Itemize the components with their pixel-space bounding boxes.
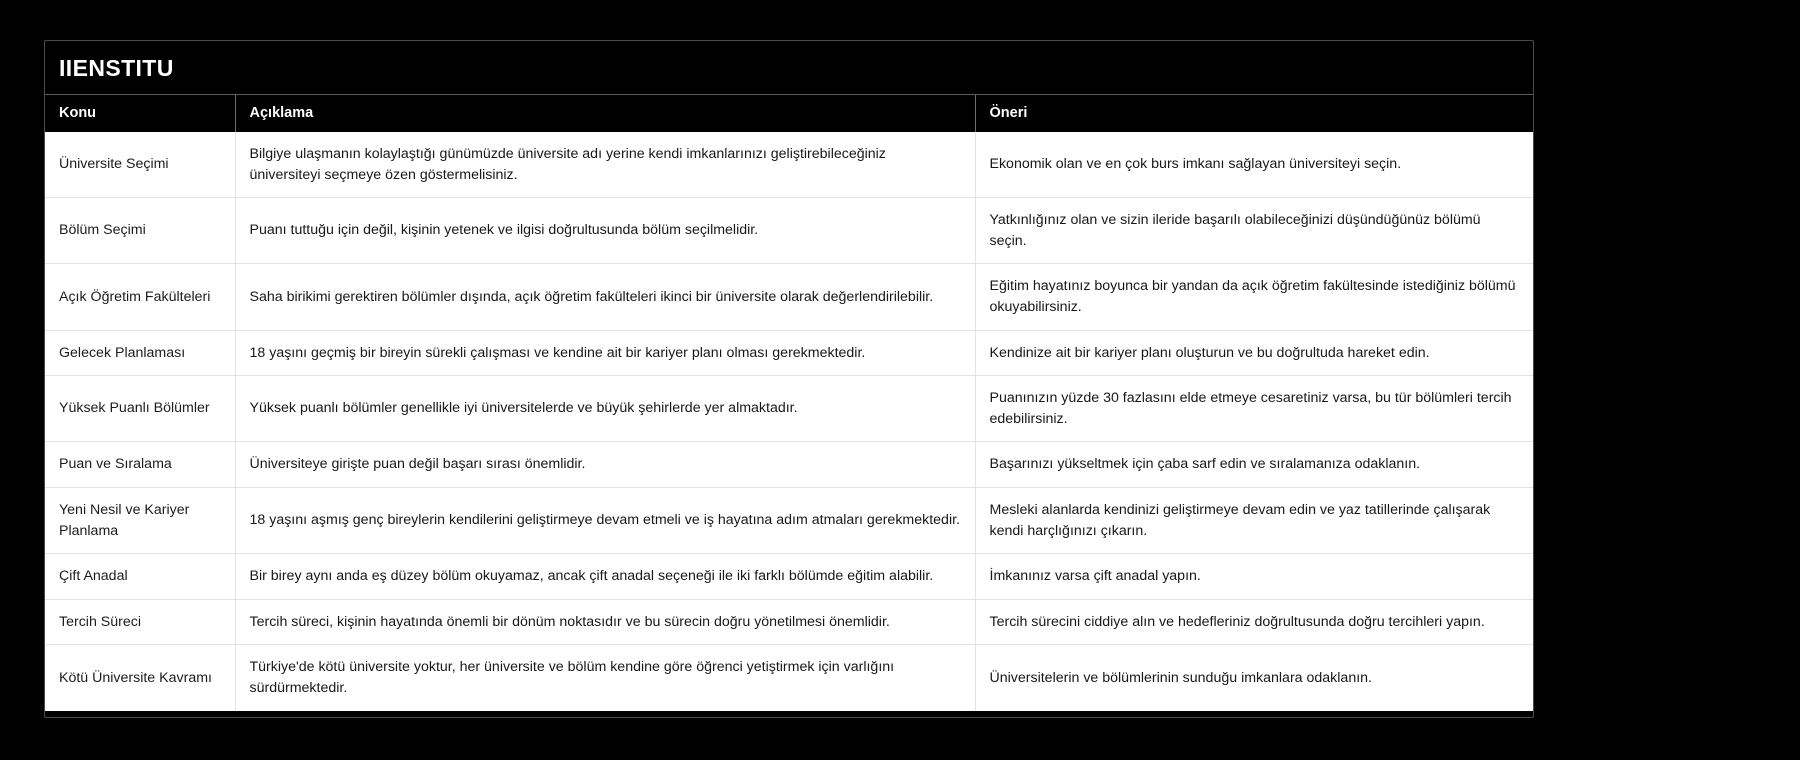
cell-konu: Gelecek Planlaması xyxy=(45,330,235,376)
cell-aciklama: Puanı tuttuğu için değil, kişinin yetenek ve ilgisi doğrultusunda bölüm seçilmelidir. xyxy=(235,198,975,264)
cell-oneri: Eğitim hayatınız boyunca bir yandan da açık öğretim fakültesinde istediğiniz bölümü okuyabilirsiniz. xyxy=(975,264,1533,330)
cell-aciklama: Bir birey aynı anda eş düzey bölüm okuyamaz, ancak çift anadal seçeneği ile iki farklı bölümde eğitim alabilir. xyxy=(235,554,975,600)
table-row xyxy=(45,132,1533,198)
cell-oneri: Kendinize ait bir kariyer planı oluşturun ve bu doğrultuda hareket edin. xyxy=(975,330,1533,376)
table-row xyxy=(45,330,1533,376)
cell-aciklama: Bilgiye ulaşmanın kolaylaştığı günümüzde üniversite adı yerine kendi imkanlarınızı geliştirebileceğiniz üniversiteyi seçmeye özen göstermelisiniz. xyxy=(235,132,975,198)
cell-konu: Üniversite Seçimi xyxy=(45,132,235,198)
cell-konu: Açık Öğretim Fakülteleri xyxy=(45,264,235,330)
cell-konu: Yeni Nesil ve Kariyer Planlama xyxy=(45,487,235,553)
cell-oneri: Yatkınlığınız olan ve sizin ileride başarılı olabileceğinizi düşündüğünüz bölümü seçin. xyxy=(975,198,1533,264)
info-card xyxy=(44,40,1534,718)
table-row xyxy=(45,487,1533,553)
cell-konu: Puan ve Sıralama xyxy=(45,442,235,488)
cell-oneri: Puanınızın yüzde 30 fazlasını elde etmeye cesaretiniz varsa, bu tür bölümleri tercih edebilirsiniz. xyxy=(975,376,1533,442)
cell-aciklama: Türkiye'de kötü üniversite yoktur, her üniversite ve bölüm kendine göre öğrenci yetiştirmek için varlığını sürdürmektedir. xyxy=(235,645,975,711)
column-header-konu: Konu xyxy=(45,95,235,132)
card-bottom-strip xyxy=(45,711,1533,717)
table-row xyxy=(45,264,1533,330)
cell-oneri: Üniversitelerin ve bölümlerinin sunduğu imkanlara odaklanın. xyxy=(989,669,1372,686)
brand-title: IIENSTITU xyxy=(59,55,174,81)
table-body xyxy=(45,132,1533,711)
table-row xyxy=(45,376,1533,442)
table-head xyxy=(45,95,1533,132)
brand-header xyxy=(45,41,1533,95)
column-header-oneri: Öneri xyxy=(975,95,1533,132)
column-header-aciklama: Açıklama xyxy=(235,95,975,132)
cell-oneri: Ekonomik olan ve en çok burs imkanı sağlayan üniversiteyi seçin. xyxy=(975,132,1533,198)
cell-konu: Kötü Üniversite Kavramı xyxy=(45,645,235,711)
cell-aciklama: Saha birikimi gerektiren bölümler dışında, açık öğretim fakülteleri ikinci bir üniversite olarak değerlendirilebilir. xyxy=(235,264,975,330)
cell-oneri: Başarınızı yükseltmek için çaba sarf edin ve sıralamanıza odaklanın. xyxy=(975,442,1533,488)
table-row xyxy=(45,645,1533,711)
cell-aciklama: Tercih süreci, kişinin hayatında önemli bir dönüm noktasıdır ve bu sürecin doğru yönetilmesi önemlidir. xyxy=(235,599,975,645)
cell-konu: Çift Anadal xyxy=(45,554,235,600)
table-row xyxy=(45,198,1533,264)
cell-oneri: İmkanınız varsa çift anadal yapın. xyxy=(975,554,1533,600)
table-row xyxy=(45,442,1533,488)
advice-table xyxy=(45,95,1533,711)
cell-oneri: Mesleki alanlarda kendinizi geliştirmeye devam edin ve yaz tatillerinde çalışarak kendi harçlığınızı çıkarın. xyxy=(975,487,1533,553)
cell-konu: Bölüm Seçimi xyxy=(45,198,235,264)
cell-konu: Yüksek Puanlı Bölümler xyxy=(45,376,235,442)
cell-aciklama: Üniversiteye girişte puan değil başarı sırası önemlidir. xyxy=(235,442,975,488)
table-row xyxy=(45,554,1533,600)
cell-oneri: Tercih sürecini ciddiye alın ve hedefleriniz doğrultusunda doğru tercihleri yapın. xyxy=(975,599,1533,645)
cell-aciklama: Yüksek puanlı bölümler genellikle iyi üniversitelerde ve büyük şehirlerde yer almaktadır. xyxy=(235,376,975,442)
table-header-row xyxy=(45,95,1533,132)
table-row xyxy=(45,599,1533,645)
cell-aciklama: 18 yaşını geçmiş bir bireyin sürekli çalışması ve kendine ait bir kariyer planı olması gerekmektedir. xyxy=(235,330,975,376)
cell-aciklama: 18 yaşını aşmış genç bireylerin kendilerini geliştirmeye devam etmeli ve iş hayatına adım atmaları gerekmektedir. xyxy=(235,487,975,553)
cell-konu: Tercih Süreci xyxy=(45,599,235,645)
